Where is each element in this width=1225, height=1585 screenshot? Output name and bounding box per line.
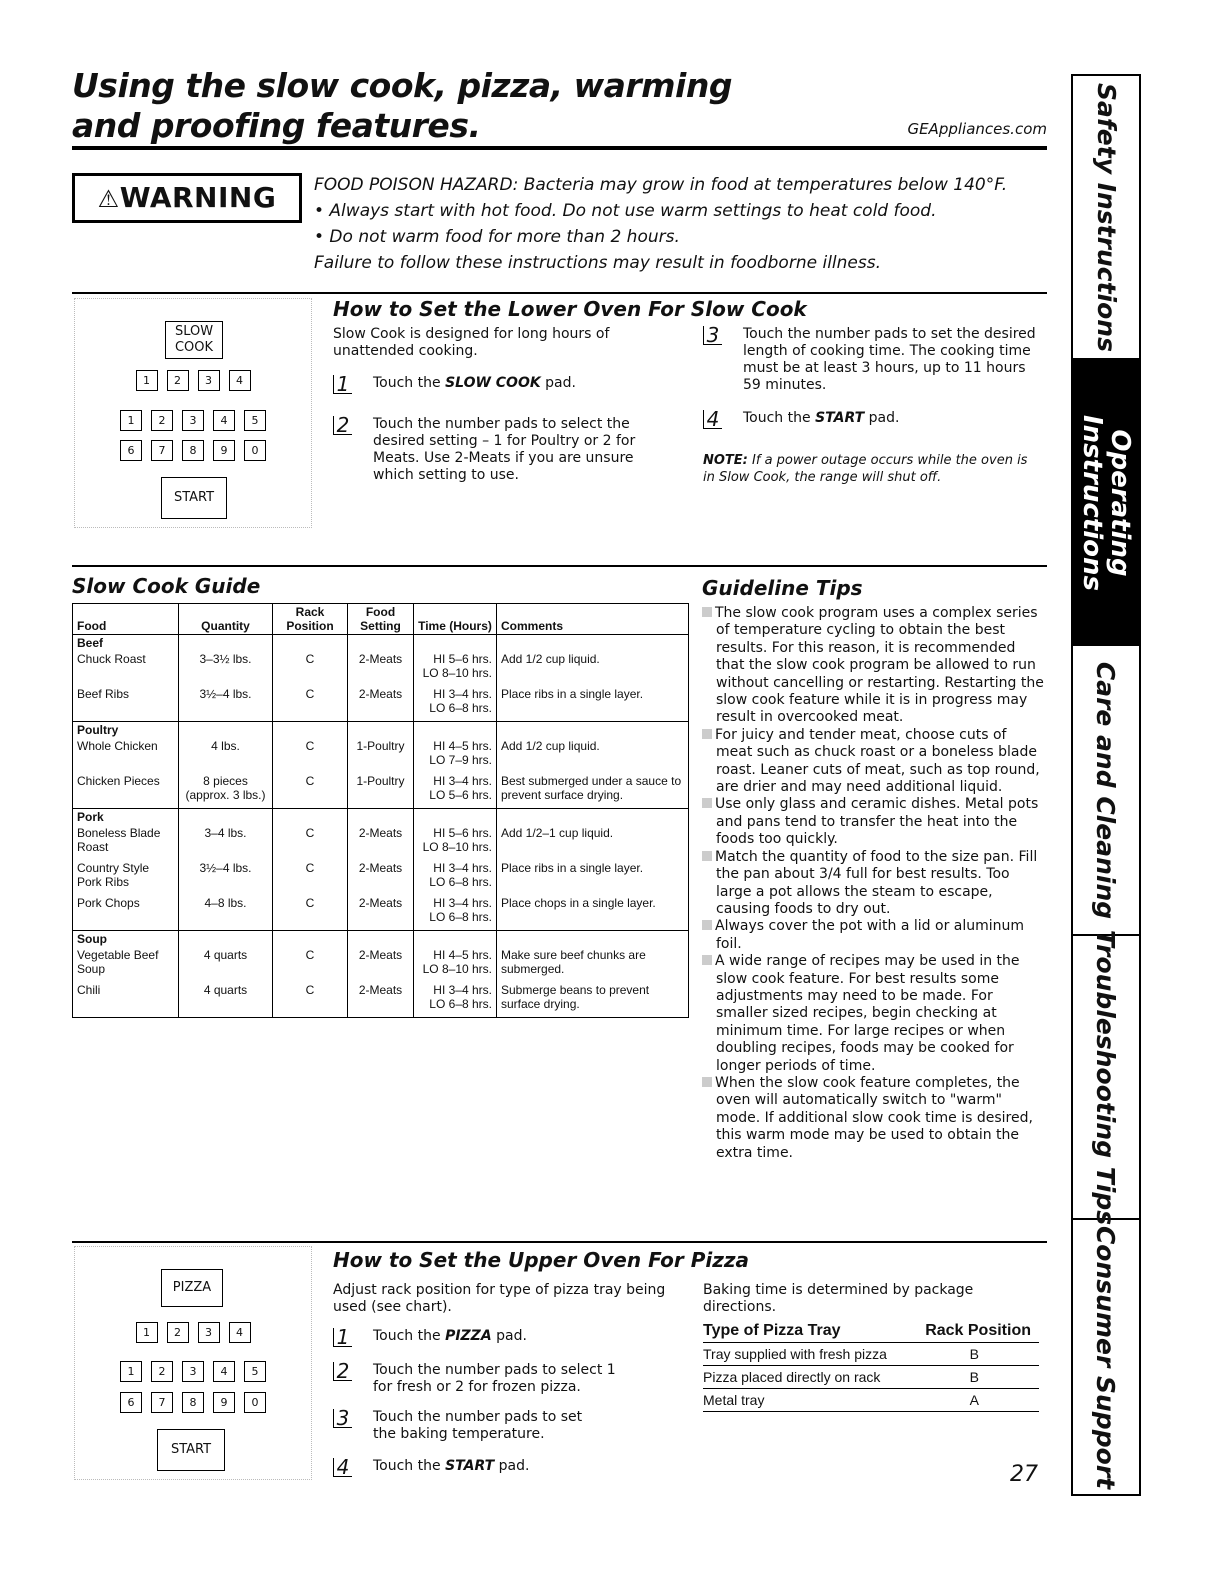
page-title [72, 66, 732, 146]
table-cell: Vegetable Beef Soup [73, 947, 179, 982]
table-cell: 1-Poultry [348, 738, 414, 773]
table-cell: Place chops in a single layer. [501, 896, 656, 910]
table-cell: 2-Meats [348, 860, 414, 895]
rack-position: A [969, 1392, 979, 1408]
food-group: Pork [73, 809, 179, 826]
tip-text: Always cover the pot with a lid or aluminum foil. [715, 918, 1025, 952]
start-pad[interactable]: START [161, 477, 227, 519]
number-pad-2[interactable]: 2 [167, 1322, 189, 1343]
tab-troubleshooting-tips[interactable] [1073, 929, 1139, 1225]
step-keyword: SLOW COOK [445, 375, 541, 391]
table-cell: C [273, 860, 348, 895]
table-cell: 3½–4 lbs. [179, 860, 273, 895]
table-cell [273, 809, 348, 826]
table-cell [414, 809, 497, 826]
number-pad-7[interactable]: 7 [151, 440, 173, 461]
step-text: pad. [494, 1458, 530, 1474]
pizza-heading: How to Set the Upper Oven For Pizza [333, 1248, 750, 1272]
table-cell: Whole Chicken [73, 738, 179, 773]
bullet-icon [702, 920, 712, 930]
number-pad-5[interactable]: 5 [244, 1361, 266, 1382]
table-cell: Submerge beans to prevent surface drying. [501, 983, 650, 1011]
table-cell [273, 931, 348, 948]
tip-item [702, 953, 1046, 1075]
warning-box [72, 173, 302, 223]
number-pad-9[interactable]: 9 [213, 1392, 235, 1413]
step-text: Touch the [373, 1328, 446, 1344]
table-cell: 2-Meats [348, 651, 414, 686]
tips-heading: Guideline Tips [702, 576, 863, 600]
col-header: Food [73, 604, 179, 635]
step-keyword: START [445, 1458, 495, 1474]
tray-type: Metal tray [703, 1392, 765, 1408]
table-cell: Add 1/2–1 cup liquid. [501, 826, 614, 840]
table-cell: 4 quarts [179, 982, 273, 1018]
table-row [73, 982, 689, 1018]
tab-label: Care and Cleaning [1091, 661, 1121, 919]
col-header: Comments [501, 619, 564, 633]
table-cell [273, 635, 348, 652]
warning-line: • Always start with hot food. Do not use warm settings to heat cold food. [314, 201, 937, 221]
table-cell [348, 809, 414, 826]
step-number: 3 [703, 326, 722, 345]
number-pad-1[interactable]: 1 [120, 1361, 142, 1382]
number-pad-7[interactable]: 7 [151, 1392, 173, 1413]
title-line-1: Using the slow cook, pizza, warming [72, 66, 732, 105]
section-rule [72, 565, 1047, 567]
tip-text: Match the quantity of food to the size pan. Fill the pan about 3/4 full for best results. Too large a pot allows the steam to escape, causing foods to dry out. [715, 848, 1038, 917]
table-cell [179, 809, 273, 826]
table-cell [179, 931, 273, 948]
table-cell: 3½–4 lbs. [179, 686, 273, 722]
tip-text: A wide range of recipes may be used in the slow cook feature. For best results some adjustments may need to be made. For smaller sized recipes, begin checking at minimum time. For large recipes or when doubling recipes, foods may be cooked for longer periods of time. [715, 953, 1020, 1074]
number-pad-6[interactable]: 6 [120, 440, 142, 461]
table-cell: Boneless Blade Roast [73, 825, 179, 860]
baking-note: Baking time is determined by package directions. [703, 1282, 974, 1315]
title-line-2: and proofing features. [72, 106, 481, 145]
tip-text: The slow cook program uses a complex series of temperature cycling to obtain the best results. For this reason, it is recommended that the slow cook program be allowed to run without cancelling or restarting. Restarting the slow cook feature while it is in progress may result in overcooked meat. [715, 605, 1044, 726]
table-cell: Place ribs in a single layer. [501, 861, 644, 875]
table-cell: Chicken Pieces [73, 773, 179, 809]
tab-label: Troubleshooting Tips [1091, 929, 1121, 1225]
rack-position: B [969, 1369, 979, 1385]
slow-cook-pad[interactable]: SLOW COOK [165, 321, 223, 359]
table-cell: C [273, 773, 348, 809]
table-cell [348, 722, 414, 739]
step-number: 3 [333, 1409, 352, 1428]
bullet-icon [702, 1077, 712, 1087]
step-text: Touch the number pads to set the baking temperature. [373, 1409, 583, 1442]
table-cell: 2-Meats [348, 947, 414, 982]
col-header: Rack Position [273, 604, 348, 635]
warning-label: WARNING [119, 181, 277, 214]
step-text: pad. [864, 410, 900, 426]
number-pad-1[interactable]: 1 [136, 1322, 158, 1343]
tip-text: For juicy and tender meat, choose cuts of meat such as chuck roast or a boneless blade roast. Leaner cuts of meat, such as top round, are drier and may need additional liquid. [715, 726, 1040, 796]
warning-triangle-icon: ⚠ [97, 185, 120, 213]
table-cell [497, 635, 689, 652]
tab-label: Safety Instructions [1091, 82, 1121, 352]
col-header: Time (Hours) [414, 604, 497, 635]
table-row [73, 738, 689, 773]
step-keyword: PIZZA [445, 1328, 492, 1344]
table-cell: Chili [73, 982, 179, 1018]
section-rule [72, 292, 1047, 294]
number-pad-8[interactable]: 8 [182, 440, 204, 461]
pizza-rack-table [703, 1322, 1039, 1412]
table-cell [179, 722, 273, 739]
step-number: 1 [333, 1328, 352, 1347]
guide-heading: Slow Cook Guide [72, 574, 261, 598]
number-pad-0[interactable]: 0 [244, 1392, 266, 1413]
pizza-pad[interactable]: PIZZA [161, 1269, 223, 1307]
table-row [73, 860, 689, 895]
table-cell: HI 4–5 hrs. LO 7–9 hrs. [414, 738, 497, 773]
table-cell: Best submerged under a sauce to prevent surface drying. [501, 774, 682, 802]
table-cell [497, 931, 689, 948]
food-group: Poultry [73, 722, 179, 739]
section-rule [72, 1241, 1047, 1243]
number-pad-0[interactable]: 0 [244, 440, 266, 461]
header-rule [72, 146, 1047, 150]
slow-cook-intro: Slow Cook is designed for long hours of unattended cooking. [333, 326, 610, 359]
food-group: Beef [73, 635, 179, 652]
step-number: 2 [333, 1362, 352, 1381]
table-cell: 2-Meats [348, 895, 414, 931]
table-cell: 4 quarts [179, 947, 273, 982]
bullet-icon [702, 851, 712, 861]
table-cell: 3–3½ lbs. [179, 651, 273, 686]
pizza-col-header: Type of Pizza Tray [703, 1322, 841, 1339]
pizza-keypad [74, 1246, 312, 1480]
number-pad-5[interactable]: 5 [244, 410, 266, 431]
table-cell: Country Style Pork Ribs [73, 860, 179, 895]
warning-line: • Do not warm food for more than 2 hours. [314, 227, 680, 247]
table-cell: C [273, 982, 348, 1018]
number-pad-3[interactable]: 3 [182, 1361, 204, 1382]
tips-list [702, 605, 1046, 1162]
tab-consumer-support[interactable] [1073, 1220, 1139, 1494]
tray-type: Pizza placed directly on rack [703, 1369, 881, 1385]
step-text: Touch the [373, 1458, 446, 1474]
table-row [703, 1366, 1039, 1389]
table-row [73, 895, 689, 931]
number-pad-1[interactable]: 1 [136, 370, 158, 391]
tip-text: When the slow cook feature completes, the oven will automatically switch to "warm" mode. If additional slow cook time is desired, this warm mode may be used to obtain the extra time. [715, 1074, 1033, 1161]
number-pad-4[interactable]: 4 [213, 410, 235, 431]
table-cell: HI 3–4 hrs. LO 5–6 hrs. [414, 773, 497, 809]
table-cell [497, 722, 689, 739]
tab-operating-instructions[interactable] [1073, 360, 1139, 646]
table-cell: Make sure beef chunks are submerged. [501, 948, 646, 976]
table-row [703, 1343, 1039, 1366]
table-row [73, 947, 689, 982]
step-text: pad. [491, 1328, 527, 1344]
step-text: pad. [540, 375, 576, 391]
tab-care-and-cleaning[interactable] [1073, 646, 1139, 936]
rack-position: B [969, 1346, 979, 1362]
website-link[interactable]: GEAppliances.com [907, 120, 1047, 138]
number-pad-3[interactable]: 3 [198, 1322, 220, 1343]
note-text: If a power outage occurs while the oven is in Slow Cook, the range will shut off. [703, 453, 1028, 485]
number-pad-3[interactable]: 3 [198, 370, 220, 391]
number-pad-9[interactable]: 9 [213, 440, 235, 461]
table-cell: Add 1/2 cup liquid. [501, 739, 600, 753]
table-cell: Place ribs in a single layer. [501, 687, 644, 701]
bullet-icon [702, 607, 712, 617]
pizza-intro: Adjust rack position for type of pizza tray being used (see chart). [333, 1282, 666, 1315]
step-text: Touch the [373, 375, 446, 391]
side-tab-strip [1071, 74, 1141, 1496]
table-row [73, 809, 689, 826]
table-cell [179, 635, 273, 652]
bullet-icon [702, 955, 712, 965]
table-cell: C [273, 738, 348, 773]
slow-cook-note [703, 452, 1038, 486]
warning-line: Failure to follow these instructions may result in foodborne illness. [314, 253, 881, 273]
table-cell: C [273, 825, 348, 860]
table-row [73, 773, 689, 809]
number-pad-8[interactable]: 8 [182, 1392, 204, 1413]
table-cell: Add 1/2 cup liquid. [501, 652, 600, 666]
tip-item [702, 1075, 1046, 1162]
number-pad-6[interactable]: 6 [120, 1392, 142, 1413]
table-row [73, 825, 689, 860]
col-header: Quantity [179, 604, 273, 635]
tip-item [702, 796, 1046, 848]
number-pad-4[interactable]: 4 [229, 370, 251, 391]
tip-item [702, 918, 1046, 953]
table-cell: C [273, 651, 348, 686]
step-number: 2 [333, 416, 352, 435]
table-cell [414, 722, 497, 739]
table-cell [497, 809, 689, 826]
number-pad-3[interactable]: 3 [182, 410, 204, 431]
table-cell: C [273, 895, 348, 931]
table-row [73, 651, 689, 686]
table-cell: Pork Chops [73, 895, 179, 931]
table-cell: HI 5–6 hrs. LO 8–10 hrs. [414, 825, 497, 860]
slow-cook-guide-table [72, 603, 689, 1018]
start-pad[interactable]: START [157, 1429, 225, 1471]
col-header: Food Setting [348, 604, 414, 635]
note-label: NOTE: [703, 453, 748, 468]
step-text: Touch the number pads to select 1 for fresh or 2 for frozen pizza. [373, 1362, 616, 1395]
step-number: 4 [333, 1458, 352, 1477]
table-row [703, 1389, 1039, 1412]
warning-line: FOOD POISON HAZARD: Bacteria may grow in food at temperatures below 140°F. [314, 175, 1008, 195]
table-cell: 2-Meats [348, 982, 414, 1018]
tab-label: Operating Instructions [1077, 414, 1136, 592]
pizza-col-header: Rack Position [925, 1322, 1031, 1339]
table-cell: 8 pieces (approx. 3 lbs.) [179, 773, 273, 809]
table-cell: C [273, 947, 348, 982]
number-pad-2[interactable]: 2 [167, 370, 189, 391]
bullet-icon [702, 729, 712, 739]
table-cell: HI 4–5 hrs. LO 8–10 hrs. [414, 947, 497, 982]
number-pad-2[interactable]: 2 [151, 1361, 173, 1382]
table-cell: 2-Meats [348, 686, 414, 722]
table-cell [348, 635, 414, 652]
table-cell: HI 3–4 hrs. LO 6–8 hrs. [414, 860, 497, 895]
table-cell [414, 931, 497, 948]
tip-item [702, 727, 1046, 797]
table-cell: Chuck Roast [73, 651, 179, 686]
table-row [73, 722, 689, 739]
table-cell: 2-Meats [348, 825, 414, 860]
slow-cook-keypad [74, 298, 312, 528]
warning-text [314, 172, 1054, 276]
table-cell: HI 3–4 hrs. LO 6–8 hrs. [414, 895, 497, 931]
table-row [73, 931, 689, 948]
step-text: Touch the number pads to set the desired length of cooking time. The cooking time must be at least 3 hours, up to 11 hours 59 minutes. [743, 326, 1036, 393]
tip-item [702, 849, 1046, 919]
step-number: 4 [703, 410, 722, 429]
table-cell: HI 5–6 hrs. LO 8–10 hrs. [414, 651, 497, 686]
step-number: 1 [333, 375, 352, 394]
number-pad-1[interactable]: 1 [120, 410, 142, 431]
tray-type: Tray supplied with fresh pizza [703, 1346, 887, 1362]
table-cell: C [273, 686, 348, 722]
table-cell: 1-Poultry [348, 773, 414, 809]
bullet-icon [702, 798, 712, 808]
table-cell: 4 lbs. [179, 738, 273, 773]
step-keyword: START [815, 410, 865, 426]
table-row [73, 686, 689, 722]
table-cell: 3–4 lbs. [179, 825, 273, 860]
tip-item [702, 605, 1046, 727]
table-cell [348, 931, 414, 948]
tab-safety-instructions[interactable] [1073, 76, 1139, 360]
table-cell [414, 635, 497, 652]
page-number: 27 [1010, 1462, 1038, 1487]
table-cell: 4–8 lbs. [179, 895, 273, 931]
table-cell: HI 3–4 hrs. LO 6–8 hrs. [414, 982, 497, 1018]
table-cell [273, 722, 348, 739]
table-row [73, 635, 689, 652]
tab-label: Consumer Support [1091, 1225, 1121, 1489]
number-pad-2[interactable]: 2 [151, 410, 173, 431]
slow-cook-heading: How to Set the Lower Oven For Slow Cook [333, 297, 807, 321]
number-pad-4[interactable]: 4 [213, 1361, 235, 1382]
table-cell: Beef Ribs [73, 686, 179, 722]
tip-text: Use only glass and ceramic dishes. Metal pots and pans tend to transfer the heat into the foods too quickly. [715, 796, 1039, 848]
table-cell: HI 3–4 hrs. LO 6–8 hrs. [414, 686, 497, 722]
food-group: Soup [73, 931, 179, 948]
number-pad-4[interactable]: 4 [229, 1322, 251, 1343]
step-text: Touch the number pads to select the desired setting – 1 for Poultry or 2 for Meats. Use 2-Meats if you are unsure which setting to use. [373, 416, 636, 483]
step-text: Touch the [743, 410, 816, 426]
